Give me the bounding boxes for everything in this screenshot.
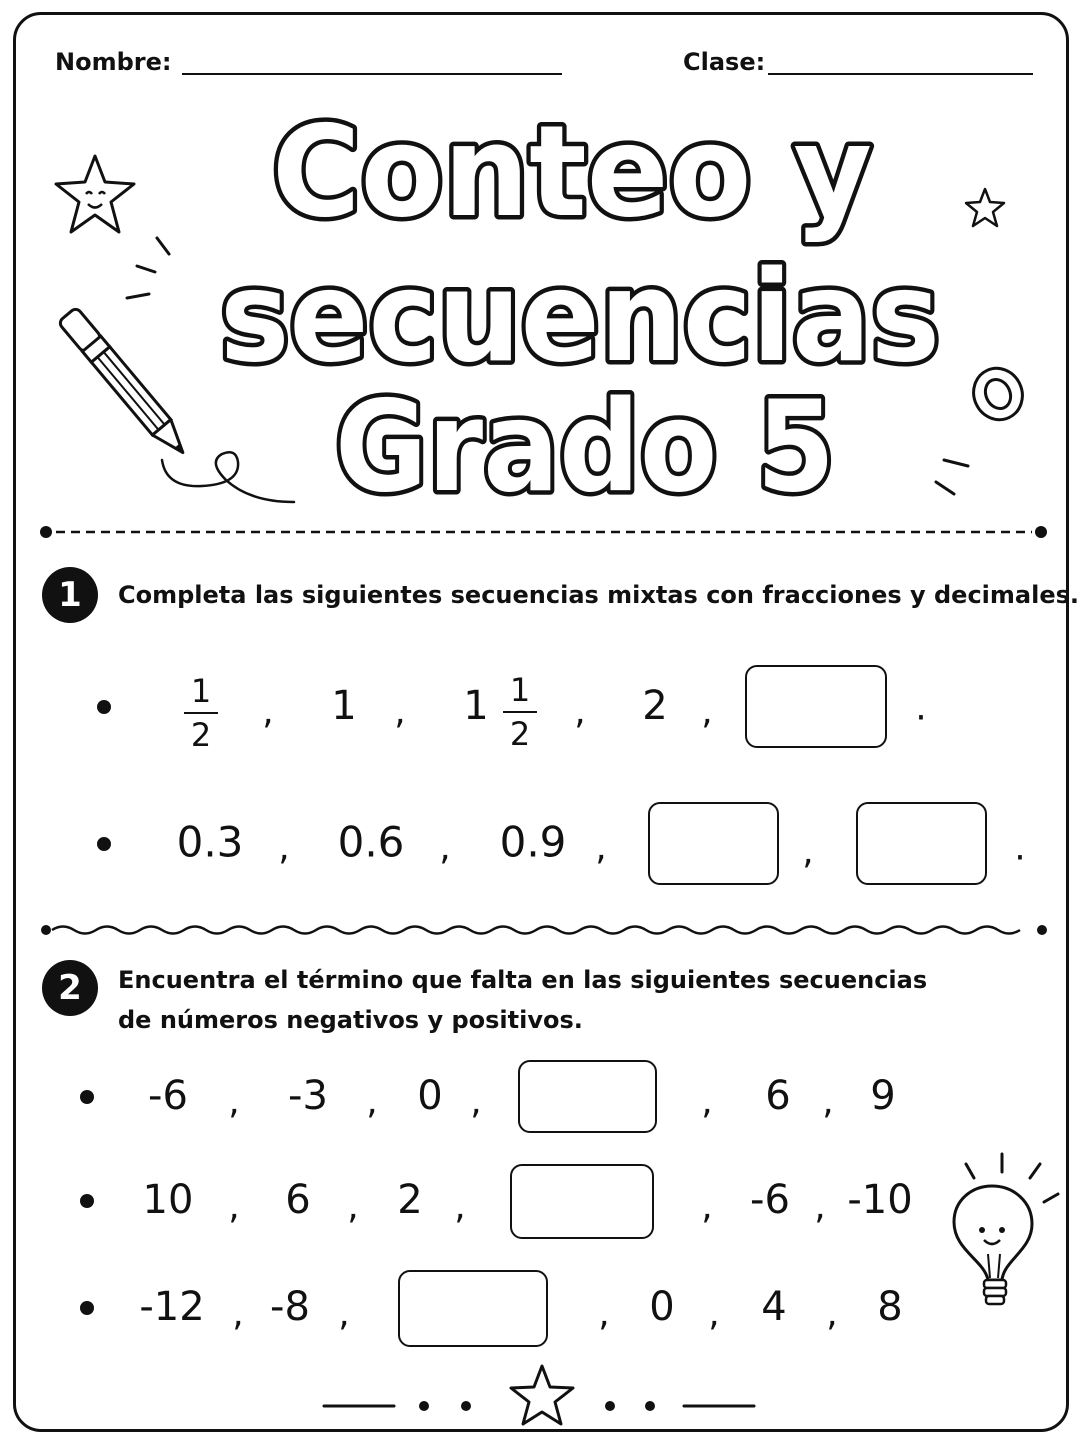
section-2-instruction-line-2: de números negativos y positivos. [118,1006,583,1034]
sequence-term: -8 [270,1284,310,1330]
wavy-divider [38,920,1050,940]
sequence-term: 6 [285,1177,311,1223]
sequence-term: 1 [331,683,357,729]
sequence-term: 0.9 [499,817,567,867]
bullet [80,1301,94,1315]
smiling-star-icon [50,150,140,240]
separator-comma: , [278,827,290,869]
sequence-end-period: . [1014,827,1026,869]
separator-comma: , [701,691,713,733]
answer-box[interactable] [856,802,987,885]
name-label: Nombre: [55,48,172,76]
sequence-term: 4 [761,1284,787,1330]
section-1-instruction: Completa las siguientes secuencias mixtas con fracciones y decimales. [118,581,1080,609]
sequence-term: 0.6 [337,817,405,867]
separator-comma: , [598,1293,610,1335]
sparkle-lines-right-icon [930,452,980,502]
separator-comma: , [574,691,586,733]
separator-comma: , [347,1186,359,1228]
separator-comma: , [701,1186,713,1228]
separator-comma: , [394,691,406,733]
separator-comma: , [439,827,451,869]
title-line-1: Conteo y [272,98,872,245]
sequence-term: -6 [148,1073,188,1119]
sequence-term: 0.3 [176,817,244,867]
fraction-bar [503,711,537,713]
separator-comma: , [826,1293,838,1335]
separator-comma: , [822,1081,834,1123]
sequence-term: 6 [765,1073,791,1119]
title-line-3: Grado 5 [335,373,835,515]
separator-comma: , [228,1081,240,1123]
mixed-number-fraction [503,671,537,753]
pencil-icon [50,310,300,510]
separator-comma: , [708,1293,720,1335]
section-2-instruction-line-1: Encuentra el término que falta en las siguientes secuencias [118,966,928,994]
sequence-term: -6 [750,1177,790,1223]
sequence-term: 2 [642,683,668,729]
separator-comma: , [232,1293,244,1335]
sequence-term: -12 [139,1284,205,1330]
fraction-denominator: 2 [190,716,212,754]
section-1-number-badge: 1 [42,567,98,623]
title-line-2: secuencias [220,243,940,390]
light-bulb-icon [940,1150,1060,1320]
bullet [80,1090,94,1104]
sequence-term: 0 [649,1284,675,1330]
answer-box[interactable] [510,1164,654,1239]
spiral-icon [966,358,1036,428]
name-field-line[interactable] [182,73,562,75]
sequence-term: 2 [397,1177,423,1223]
sequence-term: 0 [417,1073,443,1119]
separator-comma: , [454,1186,466,1228]
bullet [80,1194,94,1208]
class-field-line[interactable] [768,73,1033,75]
separator-comma: , [338,1293,350,1335]
separator-comma: , [814,1186,826,1228]
small-star-icon [962,186,1008,230]
bottom-star-divider [320,1360,760,1430]
separator-comma: , [262,691,274,733]
fraction-denominator: 2 [509,715,531,753]
separator-comma: , [802,831,814,873]
separator-comma: , [595,827,607,869]
sequence-term: -3 [288,1073,328,1119]
answer-box[interactable] [398,1270,548,1347]
mixed-number-whole: 1 [463,683,489,729]
section-2-number-badge: 2 [42,960,98,1016]
dashed-divider [38,524,1050,540]
sequence-end-period: . [915,687,927,729]
separator-comma: , [470,1081,482,1123]
sequence-term: 8 [877,1284,903,1330]
fraction-numerator: 1 [190,672,212,710]
sequence-term: -10 [847,1177,913,1223]
fraction-bar [184,712,218,714]
class-label: Clase: [683,48,766,76]
bullet [97,700,111,714]
separator-comma: , [701,1081,713,1123]
bullet [97,837,111,851]
fraction-numerator: 1 [509,671,531,709]
sparkle-lines-icon [125,232,185,312]
answer-box[interactable] [648,802,779,885]
answer-box[interactable] [518,1060,657,1133]
separator-comma: , [366,1081,378,1123]
sequence-term: 9 [870,1073,896,1119]
answer-box[interactable] [745,665,887,748]
sequence-term: 10 [142,1177,194,1223]
fraction-one-half [184,672,218,754]
separator-comma: , [228,1186,240,1228]
